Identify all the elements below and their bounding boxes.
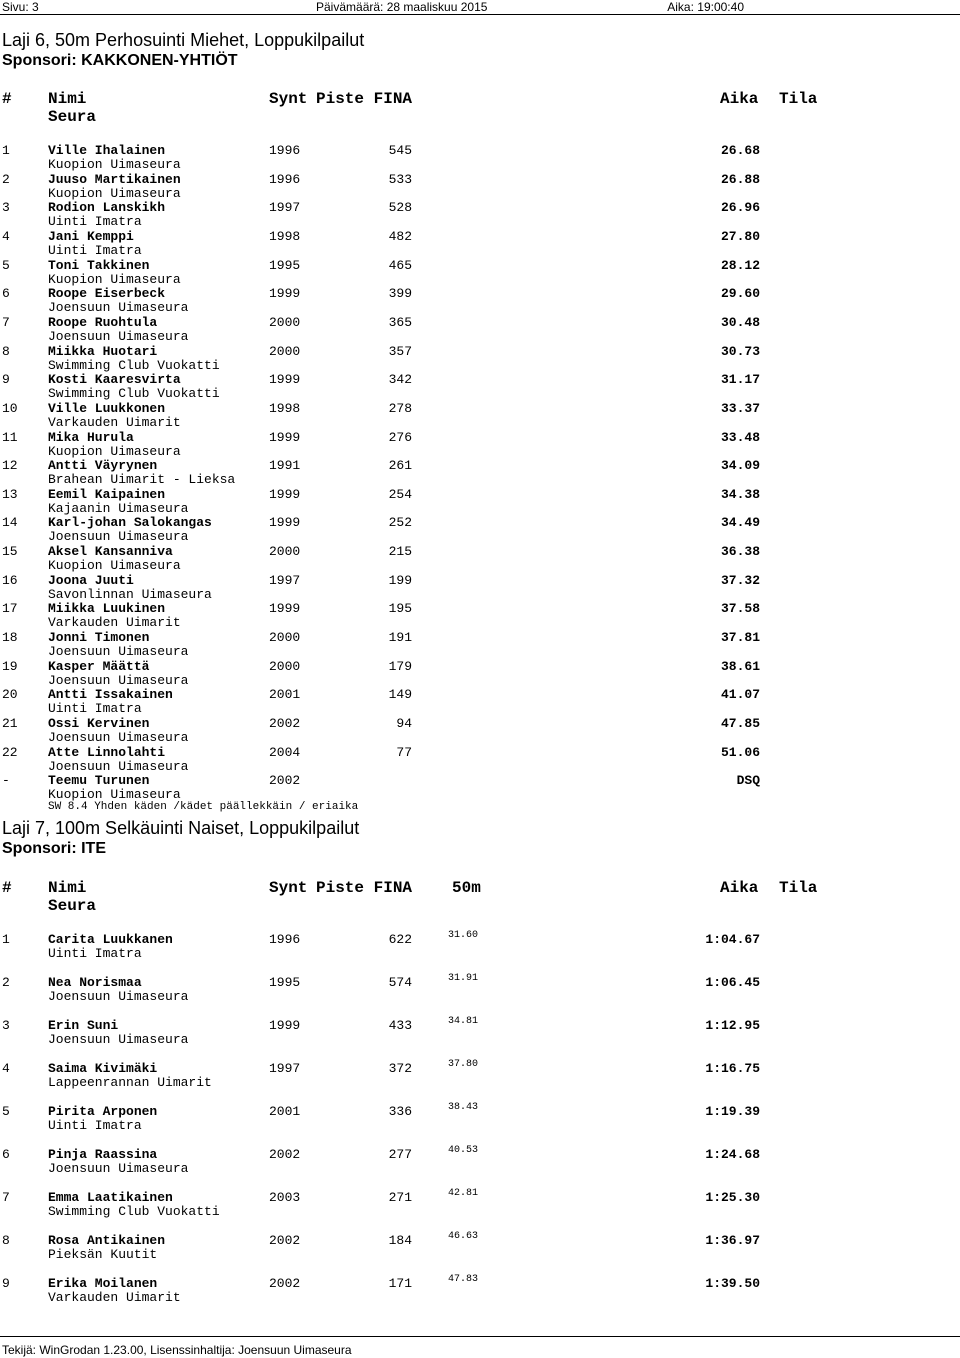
swimmer-name: Toni Takkinen xyxy=(48,257,150,273)
club-name: Joensuun Uimaseura xyxy=(48,1032,189,1047)
fina-points: 184 xyxy=(388,1233,412,1248)
birth-year: 2000 xyxy=(269,544,301,560)
rank-cell: 6 xyxy=(2,286,10,302)
final-time: 1:16.75 xyxy=(705,1061,760,1076)
result-row xyxy=(0,172,960,200)
rank-cell: 10 xyxy=(2,400,18,416)
result-row xyxy=(0,544,960,572)
club-name: Kuopion Uimaseura xyxy=(48,443,181,459)
result-row xyxy=(0,932,960,960)
final-time: 26.96 xyxy=(720,200,760,216)
col-club-header: Seura xyxy=(48,108,97,126)
result-row xyxy=(0,1190,960,1218)
final-time: 26.68 xyxy=(720,143,760,158)
fina-points: 545 xyxy=(388,143,412,158)
print-date: Päivämäärä: 28 maaliskuu 2015 xyxy=(316,0,488,14)
col-time-header: Aika xyxy=(720,879,759,897)
birth-year: 1996 xyxy=(269,171,301,187)
result-row xyxy=(0,773,960,801)
club-name: Brahean Uimarit - Lieksa xyxy=(48,472,236,488)
swimmer-name: Kosti Kaaresvirta xyxy=(48,372,181,388)
final-time: 1:25.30 xyxy=(705,1190,760,1205)
fina-points: 179 xyxy=(388,658,412,674)
club-name: Joensuun Uimaseura xyxy=(48,672,189,688)
birth-year: 1996 xyxy=(269,143,301,158)
result-row xyxy=(0,344,960,372)
final-time: 30.73 xyxy=(720,343,760,359)
final-time: 37.81 xyxy=(720,630,760,646)
rank-cell: 2 xyxy=(2,171,10,187)
final-time: 38.61 xyxy=(720,658,760,674)
swimmer-name: Ossi Kervinen xyxy=(48,716,150,731)
rank-cell: 4 xyxy=(2,1061,10,1076)
result-row xyxy=(0,1276,960,1304)
birth-year: 1995 xyxy=(269,975,301,990)
rank-cell: 11 xyxy=(2,429,18,445)
swimmer-name: Erika Moilanen xyxy=(48,1276,158,1291)
event-6-disqualification-note: SW 8.4 Yhden käden /kädet päällekkäin / eriaika xyxy=(48,801,359,813)
birth-year: 2001 xyxy=(269,1104,301,1119)
split-time: 31.60 xyxy=(448,930,479,941)
rank-cell: 18 xyxy=(2,630,18,646)
rank-cell: 17 xyxy=(2,601,18,617)
final-time: 1:39.50 xyxy=(705,1276,760,1291)
fina-points: 533 xyxy=(388,171,412,187)
swimmer-name: Jonni Timonen xyxy=(48,630,150,646)
swimmer-name: Nea Norismaa xyxy=(48,975,142,990)
result-row xyxy=(0,143,960,171)
club-name: Joensuun Uimaseura xyxy=(48,529,189,545)
fina-points: 277 xyxy=(388,1147,412,1162)
birth-year: 1999 xyxy=(269,515,301,531)
result-row xyxy=(0,258,960,286)
swimmer-name: Ville Ihalainen xyxy=(48,143,166,158)
club-name: Joensuun Uimaseura xyxy=(48,328,189,344)
fina-points: 433 xyxy=(388,1018,412,1033)
result-row xyxy=(0,1061,960,1089)
col-points-header: Piste FINA xyxy=(316,90,413,108)
rank-cell: 5 xyxy=(2,257,10,273)
final-time: 34.49 xyxy=(720,515,760,531)
col-year-header: Synt xyxy=(269,879,308,897)
fina-points: 372 xyxy=(388,1061,412,1076)
club-name: Joensuun Uimaseura xyxy=(48,758,189,774)
result-row xyxy=(0,286,960,314)
fina-points: 261 xyxy=(388,458,412,474)
fina-points: 465 xyxy=(388,257,412,273)
birth-year: 2001 xyxy=(269,687,301,703)
swimmer-name: Ville Luukkonen xyxy=(48,400,166,416)
swimmer-name: Miikka Luukinen xyxy=(48,601,166,617)
col-name-header: Nimi xyxy=(48,879,87,897)
split-time: 46.63 xyxy=(448,1231,479,1242)
swimmer-name: Karl-johan Salokangas xyxy=(48,515,212,531)
final-time: 37.32 xyxy=(720,572,760,588)
birth-year: 2002 xyxy=(269,1233,301,1248)
rank-cell: - xyxy=(2,773,10,789)
swimmer-name: Mika Hurula xyxy=(48,429,134,445)
final-time: 51.06 xyxy=(720,744,760,760)
club-name: Joensuun Uimaseura xyxy=(48,300,189,316)
final-time: 1:04.67 xyxy=(705,932,760,947)
birth-year: 2004 xyxy=(269,744,301,760)
print-time: Aika: 19:00:40 xyxy=(667,0,744,14)
fina-points: 254 xyxy=(388,486,412,502)
header-divider xyxy=(0,14,960,15)
swimmer-name: Saima Kivimäki xyxy=(48,1061,158,1076)
swimmer-name: Carita Luukkanen xyxy=(48,932,173,947)
birth-year: 1996 xyxy=(269,932,301,947)
club-name: Joensuun Uimaseura xyxy=(48,730,189,745)
fina-points: 482 xyxy=(388,228,412,244)
swimmer-name: Antti Issakainen xyxy=(48,687,173,703)
club-name: Uinti Imatra xyxy=(48,1118,142,1133)
fina-points: 77 xyxy=(396,744,412,760)
swimmer-name: Juuso Martikainen xyxy=(48,171,181,187)
club-name: Kuopion Uimaseura xyxy=(48,558,181,574)
swimmer-name: Rosa Antikainen xyxy=(48,1233,166,1248)
club-name: Kajaanin Uimaseura xyxy=(48,500,189,516)
col-rank-header: # xyxy=(2,879,12,897)
swimmer-name: Roope Ruohtula xyxy=(48,314,158,330)
result-row xyxy=(0,515,960,543)
swimmer-name: Erin Suni xyxy=(48,1018,119,1033)
final-time: 47.85 xyxy=(720,716,760,731)
birth-year: 2003 xyxy=(269,1190,301,1205)
result-row xyxy=(0,659,960,687)
result-row xyxy=(0,401,960,429)
rank-cell: 21 xyxy=(2,716,18,731)
split-time: 37.80 xyxy=(448,1059,479,1070)
result-row xyxy=(0,200,960,228)
final-time: 34.38 xyxy=(720,486,760,502)
club-name: Uinti Imatra xyxy=(48,242,142,258)
event-6-title: Laji 6, 50m Perhosuinti Miehet, Loppukilpailut xyxy=(2,30,365,50)
club-name: Varkauden Uimarit xyxy=(48,1290,181,1305)
birth-year: 1998 xyxy=(269,400,301,416)
club-name: Joensuun Uimaseura xyxy=(48,989,189,1004)
col-rank-header: # xyxy=(2,90,12,108)
result-row xyxy=(0,601,960,629)
swimmer-name: Kasper Määttä xyxy=(48,658,150,674)
club-name: Joensuun Uimaseura xyxy=(48,644,189,660)
rank-cell: 8 xyxy=(2,343,10,359)
birth-year: 1999 xyxy=(269,486,301,502)
fina-points: 252 xyxy=(388,515,412,531)
swimmer-name: Emma Laatikainen xyxy=(48,1190,173,1205)
swimmer-name: Teemu Turunen xyxy=(48,773,150,789)
final-time: DSQ xyxy=(736,773,760,789)
fina-points: 357 xyxy=(388,343,412,359)
rank-cell: 9 xyxy=(2,1276,10,1291)
rank-cell: 19 xyxy=(2,658,18,674)
result-row xyxy=(0,229,960,257)
page-number: Sivu: 3 xyxy=(2,0,39,14)
birth-year: 1997 xyxy=(269,200,301,216)
event-6-sponsor: Sponsori: KAKKONEN-YHTIÖT xyxy=(2,52,238,69)
result-row xyxy=(0,975,960,1003)
result-row xyxy=(0,487,960,515)
final-time: 26.88 xyxy=(720,171,760,187)
club-name: Pieksän Kuutit xyxy=(48,1247,158,1262)
split-time: 47.83 xyxy=(448,1274,479,1285)
fina-points: 399 xyxy=(388,286,412,302)
event-7-title: Laji 7, 100m Selkäuinti Naiset, Loppukilpailut xyxy=(2,818,360,838)
col-points-header: Piste FINA xyxy=(316,879,413,897)
result-row xyxy=(0,1233,960,1261)
final-time: 33.37 xyxy=(720,400,760,416)
birth-year: 2000 xyxy=(269,314,301,330)
birth-year: 1999 xyxy=(269,372,301,388)
birth-year: 1998 xyxy=(269,228,301,244)
col-status-header: Tila xyxy=(779,879,818,897)
rank-cell: 3 xyxy=(2,1018,10,1033)
rank-cell: 22 xyxy=(2,744,18,760)
swimmer-name: Miikka Huotari xyxy=(48,343,158,359)
birth-year: 1999 xyxy=(269,1018,301,1033)
birth-year: 1997 xyxy=(269,1061,301,1076)
swimmer-name: Rodion Lanskikh xyxy=(48,200,166,216)
rank-cell: 6 xyxy=(2,1147,10,1162)
split-time: 34.81 xyxy=(448,1016,479,1027)
club-name: Uinti Imatra xyxy=(48,946,142,961)
col-split-header: 50m xyxy=(452,879,481,897)
fina-points: 574 xyxy=(388,975,412,990)
rank-cell: 1 xyxy=(2,932,10,947)
final-time: 34.09 xyxy=(720,458,760,474)
final-time: 27.80 xyxy=(720,228,760,244)
result-row xyxy=(0,430,960,458)
birth-year: 2002 xyxy=(269,1147,301,1162)
swimmer-name: Pirita Arponen xyxy=(48,1104,158,1119)
club-name: Varkauden Uimarit xyxy=(48,414,181,430)
split-time: 40.53 xyxy=(448,1145,479,1156)
birth-year: 2000 xyxy=(269,658,301,674)
col-time-header: Aika xyxy=(720,90,759,108)
birth-year: 1991 xyxy=(269,458,301,474)
result-row xyxy=(0,745,960,773)
result-row xyxy=(0,1104,960,1132)
club-name: Kuopion Uimaseura xyxy=(48,157,181,172)
club-name: Uinti Imatra xyxy=(48,701,142,717)
swimmer-name: Atte Linnolahti xyxy=(48,744,166,760)
rank-cell: 13 xyxy=(2,486,18,502)
rank-cell: 12 xyxy=(2,458,18,474)
event-7-sponsor: Sponsori: ITE xyxy=(2,840,106,857)
col-year-header: Synt xyxy=(269,90,308,108)
result-row xyxy=(0,315,960,343)
fina-points: 365 xyxy=(388,314,412,330)
fina-points: 342 xyxy=(388,372,412,388)
rank-cell: 9 xyxy=(2,372,10,388)
rank-cell: 15 xyxy=(2,544,18,560)
col-status-header: Tila xyxy=(779,90,818,108)
club-name: Swimming Club Vuokatti xyxy=(48,386,220,402)
result-row xyxy=(0,687,960,715)
col-name-header: Nimi xyxy=(48,90,87,108)
rank-cell: 4 xyxy=(2,228,10,244)
rank-cell: 8 xyxy=(2,1233,10,1248)
fina-points: 271 xyxy=(388,1190,412,1205)
fina-points: 199 xyxy=(388,572,412,588)
swimmer-name: Aksel Kansanniva xyxy=(48,544,173,560)
split-time: 31.91 xyxy=(448,973,479,984)
final-time: 1:12.95 xyxy=(705,1018,760,1033)
split-time: 38.43 xyxy=(448,1102,479,1113)
result-row xyxy=(0,630,960,658)
club-name: Swimming Club Vuokatti xyxy=(48,1204,220,1219)
footer-text: Tekijä: WinGrodan 1.23.00, Lisenssinhaltija: Joensuun Uimaseura xyxy=(2,1343,352,1357)
final-time: 1:19.39 xyxy=(705,1104,760,1119)
club-name: Varkauden Uimarit xyxy=(48,615,181,631)
swimmer-name: Roope Eiserbeck xyxy=(48,286,166,302)
fina-points: 195 xyxy=(388,601,412,617)
club-name: Lappeenrannan Uimarit xyxy=(48,1075,212,1090)
final-time: 29.60 xyxy=(720,286,760,302)
result-row xyxy=(0,1018,960,1046)
swimmer-name: Joona Juuti xyxy=(48,572,134,588)
fina-points: 149 xyxy=(388,687,412,703)
club-name: Kuopion Uimaseura xyxy=(48,271,181,287)
club-name: Kuopion Uimaseura xyxy=(48,185,181,201)
final-time: 31.17 xyxy=(720,372,760,388)
final-time: 37.58 xyxy=(720,601,760,617)
final-time: 1:06.45 xyxy=(705,975,760,990)
col-club-header: Seura xyxy=(48,897,97,915)
swimmer-name: Eemil Kaipainen xyxy=(48,486,166,502)
fina-points: 171 xyxy=(388,1276,412,1291)
result-row xyxy=(0,458,960,486)
fina-points: 278 xyxy=(388,400,412,416)
club-name: Savonlinnan Uimaseura xyxy=(48,586,212,602)
rank-cell: 7 xyxy=(2,1190,10,1205)
result-row xyxy=(0,573,960,601)
fina-points: 94 xyxy=(396,716,412,731)
birth-year: 1997 xyxy=(269,572,301,588)
club-name: Joensuun Uimaseura xyxy=(48,1161,189,1176)
birth-year: 2000 xyxy=(269,343,301,359)
final-time: 36.38 xyxy=(720,544,760,560)
fina-points: 528 xyxy=(388,200,412,216)
final-time: 33.48 xyxy=(720,429,760,445)
birth-year: 2002 xyxy=(269,716,301,731)
swimmer-name: Pinja Raassina xyxy=(48,1147,158,1162)
rank-cell: 7 xyxy=(2,314,10,330)
page-header xyxy=(0,0,960,14)
fina-points: 215 xyxy=(388,544,412,560)
final-time: 28.12 xyxy=(720,257,760,273)
rank-cell: 2 xyxy=(2,975,10,990)
fina-points: 336 xyxy=(388,1104,412,1119)
swimmer-name: Jani Kemppi xyxy=(48,228,134,244)
club-name: Swimming Club Vuokatti xyxy=(48,357,220,373)
rank-cell: 3 xyxy=(2,200,10,216)
footer-divider xyxy=(0,1336,960,1337)
final-time: 1:36.97 xyxy=(705,1233,760,1248)
swimmer-name: Antti Väyrynen xyxy=(48,458,158,474)
rank-cell: 14 xyxy=(2,515,18,531)
final-time: 1:24.68 xyxy=(705,1147,760,1162)
fina-points: 276 xyxy=(388,429,412,445)
fina-points: 622 xyxy=(388,932,412,947)
rank-cell: 1 xyxy=(2,143,10,158)
rank-cell: 16 xyxy=(2,572,18,588)
rank-cell: 5 xyxy=(2,1104,10,1119)
fina-points: 191 xyxy=(388,630,412,646)
final-time: 41.07 xyxy=(720,687,760,703)
club-name: Kuopion Uimaseura xyxy=(48,787,181,803)
birth-year: 1999 xyxy=(269,601,301,617)
birth-year: 1999 xyxy=(269,429,301,445)
club-name: Uinti Imatra xyxy=(48,214,142,230)
final-time: 30.48 xyxy=(720,314,760,330)
result-row xyxy=(0,372,960,400)
birth-year: 1999 xyxy=(269,286,301,302)
birth-year: 1995 xyxy=(269,257,301,273)
birth-year: 2002 xyxy=(269,773,301,789)
birth-year: 2002 xyxy=(269,1276,301,1291)
result-row xyxy=(0,716,960,744)
result-row xyxy=(0,1147,960,1175)
birth-year: 2000 xyxy=(269,630,301,646)
rank-cell: 20 xyxy=(2,687,18,703)
split-time: 42.81 xyxy=(448,1188,479,1199)
